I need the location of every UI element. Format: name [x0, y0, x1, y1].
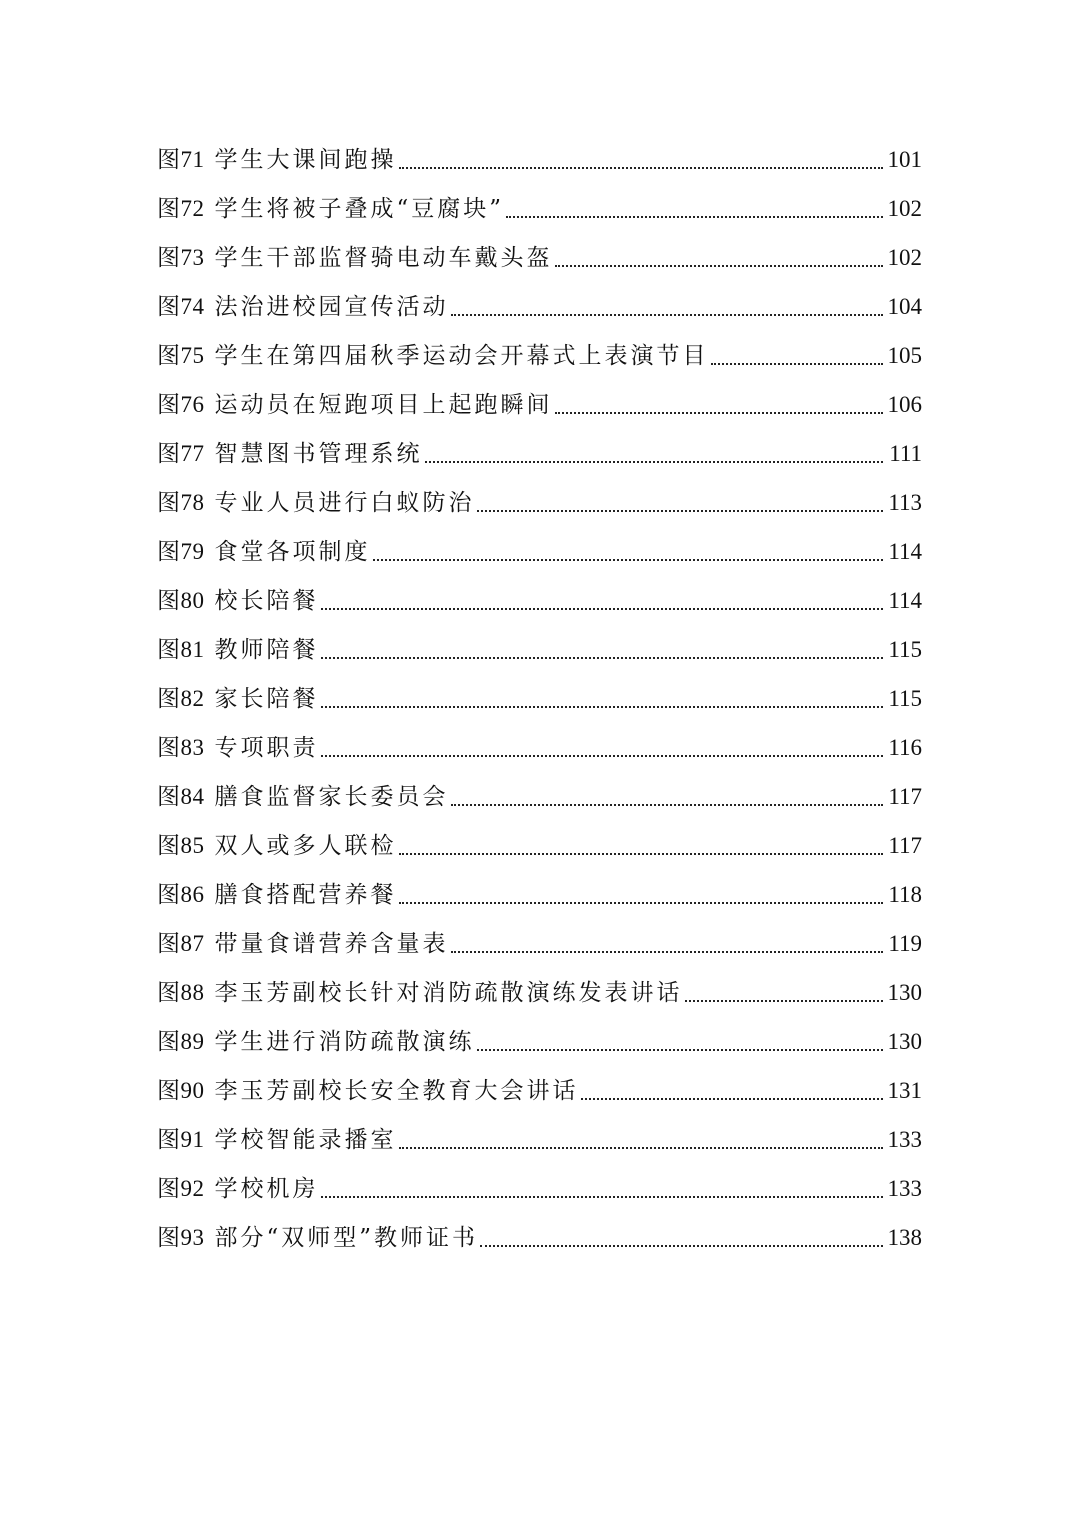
toc-entry-label [157, 1017, 475, 1067]
dot-leader [373, 559, 884, 561]
page-number: 131 [887, 1078, 922, 1103]
toc-entry-label [157, 870, 397, 920]
toc-entry[interactable] [157, 821, 922, 870]
dot-leader [451, 951, 884, 953]
figure-number: 图89 [157, 1028, 205, 1054]
toc-entry[interactable] [157, 723, 922, 772]
dot-leader [477, 510, 884, 512]
toc-entry[interactable] [157, 429, 922, 478]
figure-number: 图90 [157, 1077, 205, 1103]
toc-entry[interactable] [157, 674, 922, 723]
toc-entry[interactable] [157, 380, 922, 429]
figure-title: 学生干部监督骑电动车戴头盔 [214, 244, 553, 271]
figure-number: 图80 [157, 587, 205, 613]
figure-title: 李玉芳副校长针对消防疏散演练发表讲话 [214, 979, 683, 1006]
dot-leader [685, 1000, 884, 1002]
dot-leader [451, 804, 884, 806]
toc-entry[interactable] [157, 527, 922, 576]
dot-leader [555, 412, 884, 414]
dot-leader [399, 902, 884, 904]
toc-entry-label [157, 625, 319, 675]
figure-title: 校长陪餐 [214, 587, 319, 614]
dot-leader [321, 608, 884, 610]
toc-entry[interactable] [157, 870, 922, 919]
figure-title: 法治进校园宣传活动 [214, 293, 449, 320]
toc-entry[interactable] [157, 1066, 922, 1115]
figure-title: 食堂各项制度 [214, 538, 371, 565]
toc-entry-label [157, 282, 449, 332]
dot-leader [321, 1196, 884, 1198]
figure-title: 学校机房 [214, 1175, 319, 1202]
figure-title: 运动员在短跑项目上起跑瞬间 [214, 391, 553, 418]
toc-entry[interactable] [157, 1164, 922, 1213]
figure-number: 图87 [157, 930, 205, 956]
page-number: 102 [887, 245, 922, 270]
list-of-figures [157, 135, 922, 1262]
dot-leader [555, 265, 884, 267]
figure-title: 家长陪餐 [214, 685, 319, 712]
page-number: 115 [888, 686, 922, 711]
figure-number: 图92 [157, 1175, 205, 1201]
page-number: 101 [887, 147, 922, 172]
toc-entry-label [157, 1115, 397, 1165]
toc-entry-label [157, 135, 397, 185]
figure-title: 学生在第四届秋季运动会开幕式上表演节目 [214, 342, 709, 369]
figure-title: 双人或多人联检 [214, 832, 397, 859]
figure-number: 图91 [157, 1126, 205, 1152]
page-number: 113 [888, 490, 922, 515]
figure-number: 图83 [157, 734, 205, 760]
toc-entry[interactable] [157, 282, 922, 331]
toc-entry-label [157, 1213, 478, 1263]
page-number: 114 [888, 588, 922, 613]
toc-entry[interactable] [157, 968, 922, 1017]
figure-title: 智慧图书管理系统 [214, 440, 423, 467]
figure-number: 图72 [157, 195, 205, 221]
toc-entry[interactable] [157, 625, 922, 674]
dot-leader [480, 1245, 883, 1247]
toc-entry-label [157, 331, 709, 381]
page-number: 111 [889, 441, 922, 466]
page-number: 130 [887, 1029, 922, 1054]
toc-entry-label [157, 184, 504, 234]
toc-entry-label [157, 821, 397, 871]
figure-number: 图86 [157, 881, 205, 907]
dot-leader [399, 853, 884, 855]
toc-entry-label [157, 772, 449, 822]
toc-entry-label [157, 478, 475, 528]
page-number: 106 [887, 392, 922, 417]
figure-number: 图73 [157, 244, 205, 270]
figure-title: 李玉芳副校长安全教育大会讲话 [214, 1077, 579, 1104]
toc-entry[interactable] [157, 135, 922, 184]
page-number: 114 [888, 539, 922, 564]
page-number: 105 [887, 343, 922, 368]
toc-entry[interactable] [157, 772, 922, 821]
page-number: 115 [888, 637, 922, 662]
dot-leader [321, 657, 884, 659]
figure-number: 图78 [157, 489, 205, 515]
toc-entry[interactable] [157, 184, 922, 233]
figure-number: 图75 [157, 342, 205, 368]
toc-entry-label [157, 674, 319, 724]
page-number: 117 [888, 784, 922, 809]
figure-title: 教师陪餐 [214, 636, 319, 663]
page-number: 116 [888, 735, 922, 760]
figure-number: 图93 [157, 1224, 205, 1250]
page-number: 119 [888, 931, 922, 956]
figure-title: 学生大课间跑操 [214, 146, 397, 173]
figure-title: 带量食谱营养含量表 [214, 930, 449, 957]
figure-number: 图77 [157, 440, 205, 466]
dot-leader [581, 1098, 884, 1100]
toc-entry[interactable] [157, 576, 922, 625]
page-number: 104 [887, 294, 922, 319]
page-number: 133 [887, 1127, 922, 1152]
figure-number: 图74 [157, 293, 205, 319]
dot-leader [321, 755, 884, 757]
figure-number: 图82 [157, 685, 205, 711]
figure-title: 专项职责 [214, 734, 319, 761]
toc-entry[interactable] [157, 1213, 922, 1262]
figure-title: 膳食搭配营养餐 [214, 881, 397, 908]
toc-entry-label [157, 1164, 319, 1214]
figure-number: 图85 [157, 832, 205, 858]
dot-leader [399, 167, 884, 169]
figure-title: 学生进行消防疏散演练 [214, 1028, 475, 1055]
page-number: 138 [887, 1225, 922, 1250]
dot-leader [425, 461, 884, 463]
dot-leader [321, 706, 884, 708]
toc-entry-label [157, 429, 423, 479]
toc-entry-label [157, 968, 683, 1018]
figure-number: 图84 [157, 783, 205, 809]
toc-entry-label [157, 919, 449, 969]
figure-title: 专业人员进行白蚁防治 [214, 489, 475, 516]
toc-entry[interactable] [157, 919, 922, 968]
figure-number: 图81 [157, 636, 205, 662]
page-number: 102 [887, 196, 922, 221]
toc-entry[interactable] [157, 233, 922, 282]
toc-entry[interactable] [157, 1115, 922, 1164]
page-number: 117 [888, 833, 922, 858]
toc-entry-label [157, 527, 371, 577]
toc-entry[interactable] [157, 1017, 922, 1066]
toc-entry[interactable] [157, 478, 922, 527]
figure-title: 学生将被子叠成“豆腐块” [214, 195, 505, 222]
toc-entry-label [157, 380, 553, 430]
figure-title: 学校智能录播室 [214, 1126, 397, 1153]
toc-entry-label [157, 1066, 579, 1116]
dot-leader [451, 314, 884, 316]
toc-entry-label [157, 576, 319, 626]
figure-number: 图88 [157, 979, 205, 1005]
toc-entry-label [157, 233, 553, 283]
toc-entry-label [157, 723, 319, 773]
toc-entry[interactable] [157, 331, 922, 380]
figure-number: 图79 [157, 538, 205, 564]
figure-title: 部分“双师型”教师证书 [214, 1224, 479, 1251]
dot-leader [477, 1049, 884, 1051]
page-number: 118 [888, 882, 922, 907]
dot-leader [506, 216, 883, 218]
dot-leader [399, 1147, 884, 1149]
dot-leader [711, 363, 884, 365]
figure-number: 图76 [157, 391, 205, 417]
figure-number: 图71 [157, 146, 205, 172]
page-number: 130 [887, 980, 922, 1005]
figure-title: 膳食监督家长委员会 [214, 783, 449, 810]
page-number: 133 [887, 1176, 922, 1201]
